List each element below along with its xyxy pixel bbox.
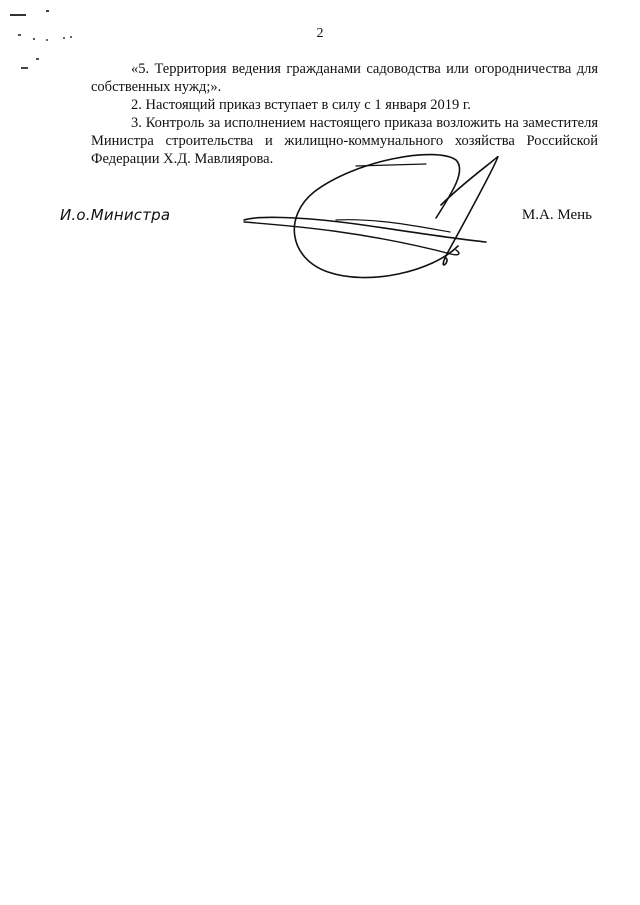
paragraph-control: 3. Контроль за исполнением настоящего приказа возложить на заместителя Министра строительства и жилищно-коммунального хозяйства Российской Федерации Х.Д. Мавлиярова. xyxy=(91,115,598,167)
page-number: 2 xyxy=(316,26,324,41)
handwritten-signature xyxy=(236,150,506,290)
signatory-title: И.о.Министра xyxy=(60,206,171,224)
paragraph-effective-date: 2. Настоящий приказ вступает в силу с 1 января 2019 г. xyxy=(131,97,471,113)
scan-artifact-marks xyxy=(0,0,90,90)
signatory-name: М.А. Мень xyxy=(521,207,592,223)
paragraph-territory: «5. Территория ведения гражданами садоводства или огородничества для собственных нужд;». xyxy=(91,61,598,95)
